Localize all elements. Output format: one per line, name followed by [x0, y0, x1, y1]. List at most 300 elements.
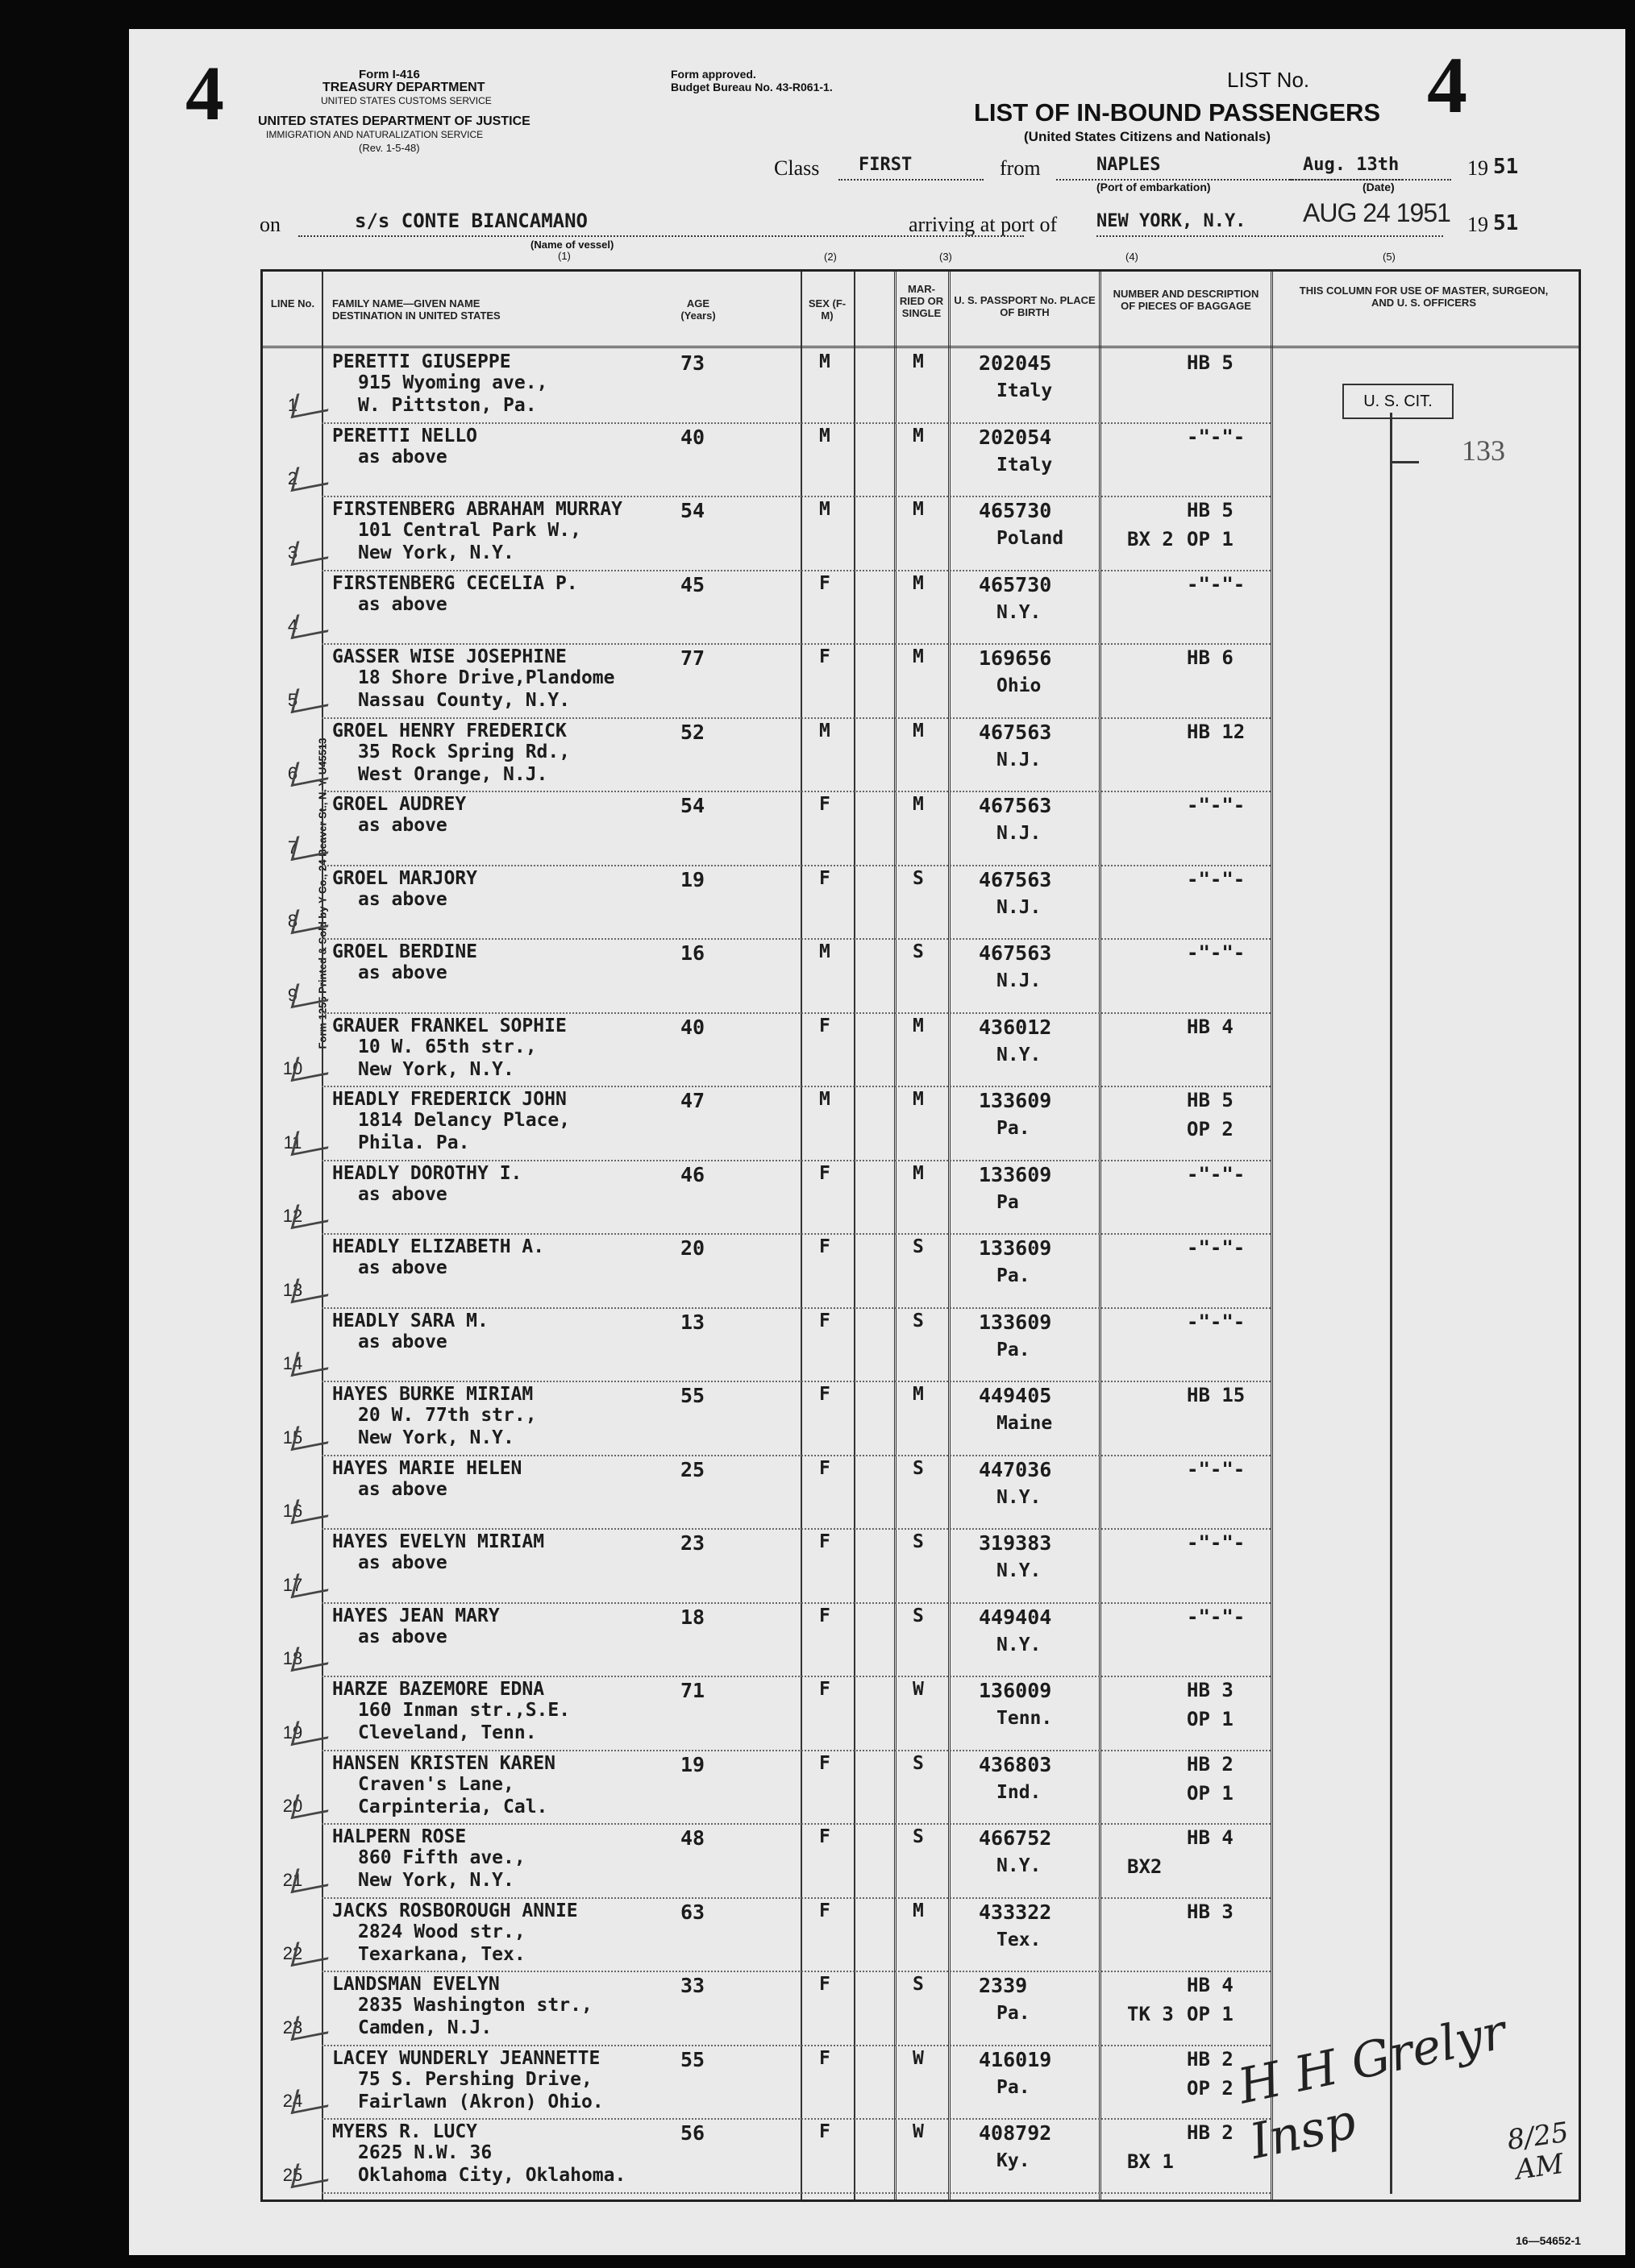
treasury-department: TREASURY DEPARTMENT [322, 81, 485, 94]
class-dotted-line [838, 179, 984, 181]
sex: M [819, 941, 830, 962]
passport-number: 467563 [979, 794, 1052, 817]
check-mark-icon [291, 1345, 335, 1377]
baggage-primary: HB 12 [1187, 720, 1246, 743]
marital-status: M [913, 794, 924, 815]
budget-bureau: Budget Bureau No. 43-R061-1. [671, 81, 833, 93]
passenger-name: HAYES BURKE MIRIAM [332, 1384, 534, 1405]
age: 16 [680, 941, 705, 965]
place-of-birth: Ky. [996, 2150, 1030, 2171]
marital-status: S [913, 1457, 924, 1479]
line-number: 19 [282, 1722, 303, 1743]
marital-status: S [913, 1974, 924, 1995]
address-line-1: as above [358, 1478, 447, 1500]
age: 48 [680, 1826, 705, 1850]
address-line-2: West Orange, N.J. [358, 763, 548, 785]
table-row [263, 1455, 1579, 1529]
class-label: Class [774, 156, 820, 180]
place-of-birth: Pa. [996, 1265, 1030, 1286]
check-mark-icon [291, 1198, 335, 1229]
check-mark-icon [291, 976, 335, 1007]
place-of-birth: N.Y. [996, 601, 1042, 623]
passport-number: 133609 [979, 1089, 1052, 1112]
baggage-primary: -"-"- [1187, 425, 1246, 448]
place-of-birth: Tex. [996, 1929, 1042, 1950]
passport-number: 416019 [979, 2047, 1052, 2071]
sex: F [819, 1679, 830, 1700]
age: 19 [680, 1752, 705, 1776]
passenger-name: PERETTI NELLO [332, 425, 478, 447]
sex: F [819, 1457, 830, 1479]
line-number: 9 [287, 984, 298, 1005]
table-row [263, 1676, 1579, 1750]
address-line-1: as above [358, 1257, 447, 1278]
check-mark-icon [291, 1861, 335, 1892]
baggage-primary: -"-"- [1187, 1605, 1246, 1628]
table-row [263, 1381, 1579, 1455]
vessel-caption: (Name of vessel) [530, 239, 614, 251]
passenger-name: PERETTI GIUSEPPE [332, 351, 511, 372]
passport-number: 319383 [979, 1531, 1052, 1555]
address-line-2: Nassau County, N.Y. [358, 690, 571, 711]
marital-status: S [913, 1826, 924, 1847]
baggage-primary: HB 5 [1187, 499, 1234, 521]
baggage-primary: HB 3 [1187, 1679, 1234, 1701]
sex: F [819, 1384, 830, 1405]
address-line-2: New York, N.Y. [358, 1427, 514, 1448]
passport-number: 133609 [979, 1236, 1052, 1260]
age: 46 [680, 1162, 705, 1186]
address-line-2: Fairlawn (Akron) Ohio. [358, 2091, 604, 2112]
baggage-primary: -"-"- [1187, 572, 1246, 596]
marital-status: W [913, 2121, 924, 2142]
line-number: 12 [282, 1206, 303, 1226]
address-line-1: 160 Inman str.,S.E. [358, 1700, 571, 1721]
baggage-secondary: OP 2 [1187, 2076, 1234, 2100]
passenger-name: HALPERN ROSE [332, 1826, 467, 1847]
address-line-2: Cleveland, Tenn. [358, 1722, 537, 1743]
line-number: 18 [282, 1648, 303, 1668]
line-number: 11 [283, 1132, 302, 1153]
line-number: 20 [282, 1796, 303, 1816]
place-of-birth: N.J. [996, 896, 1042, 918]
age: 18 [680, 1605, 705, 1629]
passport-number: 133609 [979, 1310, 1052, 1334]
place-of-birth: Maine [996, 1413, 1053, 1434]
address-line-1: 18 Shore Drive,Plandome [358, 667, 615, 688]
address-line-1: as above [358, 962, 447, 983]
table-row [263, 570, 1579, 644]
passenger-name: LANDSMAN EVELYN [332, 1974, 500, 1995]
address-line-2: Oklahoma City, Oklahoma. [358, 2165, 626, 2186]
marital-status: S [913, 1752, 924, 1774]
marital-status: M [913, 425, 924, 447]
passport-number: 447036 [979, 1457, 1052, 1481]
check-mark-icon [291, 1419, 335, 1450]
address-line-1: 2824 Wood str., [358, 1921, 526, 1942]
table-row [263, 1528, 1579, 1602]
passenger-name: MYERS R. LUCY [332, 2121, 478, 2142]
table-row [263, 1012, 1579, 1086]
immigration-service: IMMIGRATION AND NATURALIZATION SERVICE [266, 129, 484, 140]
marital-status: M [913, 1089, 924, 1110]
passport-number: 133609 [979, 1162, 1052, 1186]
sex: F [819, 1310, 830, 1331]
sex: F [819, 1015, 830, 1036]
marital-status: M [913, 1900, 924, 1921]
table-row [263, 1086, 1579, 1160]
passenger-name: GROEL AUDREY [332, 794, 467, 815]
check-mark-icon [291, 386, 335, 417]
baggage-left: TK 3 [1127, 2003, 1174, 2025]
marital-status: S [913, 1605, 924, 1626]
address-line-1: 2835 Washington str., [358, 1995, 593, 2016]
sex: F [819, 1236, 830, 1257]
marital-status: S [913, 941, 924, 962]
check-mark-icon [291, 534, 335, 565]
passport-number: 2339 [979, 1974, 1028, 1997]
check-mark-icon [291, 755, 335, 787]
address-line-2: Texarkana, Tex. [358, 1943, 526, 1965]
address-line-1: as above [358, 815, 447, 836]
line-number: 6 [287, 763, 298, 783]
marital-status: M [913, 351, 924, 372]
passport-number: 465730 [979, 499, 1052, 522]
line-number: 10 [282, 1058, 303, 1078]
sex: M [819, 425, 830, 447]
passenger-name: GROEL MARJORY [332, 867, 478, 889]
age: 55 [680, 1384, 705, 1407]
line-number: 23 [282, 2017, 303, 2037]
place-of-birth: Pa. [996, 2003, 1030, 2024]
address-line-1: as above [358, 446, 447, 467]
port-embark-caption: (Port of embarkation) [1096, 181, 1211, 193]
arrival-date-stamp: AUG 24 1951 [1303, 198, 1450, 227]
address-line-2: New York, N.Y. [358, 1870, 514, 1891]
passenger-name: HARZE BAZEMORE EDNA [332, 1679, 545, 1700]
table-row [263, 791, 1579, 865]
age: 40 [680, 425, 705, 449]
header-passport: U. S. PASSPORT No. PLACE OF BIRTH [954, 294, 1096, 318]
baggage-primary: HB 2 [1187, 2121, 1234, 2144]
passenger-name: GASSER WISE JOSEPHINE [332, 646, 567, 667]
form-approved: Form approved. [671, 68, 756, 81]
check-mark-icon [291, 1493, 335, 1524]
baggage-primary: HB 5 [1187, 1089, 1234, 1111]
place-of-birth: N.J. [996, 749, 1042, 771]
baggage-primary: HB 4 [1187, 1015, 1234, 1038]
class-value: FIRST [859, 155, 913, 175]
age: 33 [680, 1974, 705, 1997]
list-no-label: LIST No. [1227, 68, 1310, 92]
baggage-primary: -"-"- [1187, 1162, 1246, 1186]
list-number: 4 [1427, 40, 1467, 130]
place-of-birth: Pa. [996, 1339, 1030, 1360]
passport-number: 467563 [979, 720, 1052, 744]
passenger-name: HEADLY ELIZABETH A. [332, 1236, 545, 1257]
table-row [263, 422, 1579, 496]
line-number: 21 [282, 1869, 303, 1890]
check-mark-icon [291, 460, 335, 492]
marital-status: M [913, 1384, 924, 1405]
place-of-birth: Pa [996, 1191, 1019, 1213]
header-married: MAR- RIED OR SINGLE [899, 283, 944, 319]
line-number: 5 [287, 689, 298, 710]
arrival-port: NEW YORK, N.Y. [1096, 211, 1246, 231]
age: 23 [680, 1531, 705, 1555]
passenger-name: GRAUER FRANKEL SOPHIE [332, 1015, 567, 1036]
baggage-primary: HB 4 [1187, 1974, 1234, 1996]
us-citizen-stamp [1342, 384, 1454, 419]
place-of-birth: N.Y. [996, 1560, 1042, 1581]
age: 19 [680, 867, 705, 891]
check-mark-icon [291, 829, 335, 860]
passenger-name: FIRSTENBERG CECELIA P. [332, 572, 578, 594]
passport-number: 467563 [979, 941, 1052, 965]
sex: F [819, 1752, 830, 1774]
baggage-primary: HB 5 [1187, 351, 1234, 374]
header-sex: SEX (F-M) [808, 297, 847, 322]
table-row [263, 1160, 1579, 1234]
table-row [263, 643, 1579, 717]
marital-status: W [913, 1679, 924, 1700]
column-number-2: (2) [824, 251, 837, 263]
address-line-1: as above [358, 593, 447, 615]
sex: F [819, 1162, 830, 1184]
table-row [263, 1750, 1579, 1824]
address-line-1: 10 W. 65th str., [358, 1036, 537, 1057]
address-line-2: Phila. Pa. [358, 1132, 470, 1153]
passenger-name: FIRSTENBERG ABRAHAM MURRAY [332, 499, 623, 520]
marital-status: M [913, 720, 924, 741]
check-mark-icon [291, 1566, 335, 1597]
sex: F [819, 1531, 830, 1552]
age: 63 [680, 1900, 705, 1924]
address-line-1: 915 Wyoming ave., [358, 372, 548, 393]
line-number: 22 [282, 1943, 303, 1963]
sex: F [819, 1974, 830, 1995]
line-number: 8 [287, 911, 298, 931]
passport-number: 433322 [979, 1900, 1052, 1924]
age: 54 [680, 499, 705, 522]
header-name: FAMILY NAME—GIVEN NAME DESTINATION IN UNITED STATES [332, 297, 501, 322]
header-baggage: NUMBER AND DESCRIPTION OF PIECES OF BAGGAGE [1113, 288, 1259, 312]
sex: F [819, 794, 830, 815]
row-separator [322, 2192, 1271, 2194]
address-line-1: as above [358, 1331, 447, 1352]
year-prefix-2: 19 [1467, 213, 1488, 236]
line-number: 15 [282, 1427, 303, 1448]
vessel-name: s/s CONTE BIANCAMANO [355, 210, 588, 232]
baggage-secondary: OP 1 [1187, 528, 1234, 550]
baggage-secondary: OP 1 [1187, 2003, 1234, 2025]
on-label: on [260, 213, 281, 236]
sex: F [819, 2047, 830, 2069]
address-line-1: 2625 N.W. 36 [358, 2142, 493, 2163]
line-number: 7 [287, 837, 298, 858]
passenger-list-page [129, 29, 1625, 2255]
baggage-primary: -"-"- [1187, 1236, 1246, 1259]
column-number-3: (3) [939, 251, 952, 263]
address-line-1: as above [358, 1183, 447, 1205]
check-mark-icon [291, 2156, 335, 2187]
check-mark-icon [291, 1271, 335, 1302]
address-line-1: as above [358, 1626, 447, 1647]
address-line-1: 101 Central Park W., [358, 520, 581, 541]
passenger-name: HAYES MARIE HELEN [332, 1457, 522, 1479]
address-line-2: New York, N.Y. [358, 1058, 514, 1080]
address-line-2: Carpinteria, Cal. [358, 1796, 548, 1817]
table-row [263, 1897, 1579, 1971]
age: 73 [680, 351, 705, 375]
passport-number: 467563 [979, 867, 1052, 891]
line-number: 4 [287, 616, 298, 636]
line-number: 16 [282, 1501, 303, 1521]
age: 77 [680, 646, 705, 670]
passenger-name: HEADLY SARA M. [332, 1310, 489, 1331]
passenger-name: GROEL BERDINE [332, 941, 478, 962]
place-of-birth: N.J. [996, 970, 1042, 991]
check-mark-icon [291, 1124, 335, 1155]
signature-date: 8/25 AM [1504, 2116, 1571, 2187]
baggage-primary: -"-"- [1187, 1531, 1246, 1554]
passenger-name: HAYES EVELYN MIRIAM [332, 1531, 545, 1552]
baggage-primary: HB 2 [1187, 2047, 1234, 2071]
passport-number: 408792 [979, 2121, 1052, 2145]
place-of-birth: Ind. [996, 1781, 1042, 1803]
place-of-birth: Pa. [996, 2076, 1030, 2098]
sex: F [819, 646, 830, 667]
passenger-name: HEADLY FREDERICK JOHN [332, 1089, 567, 1110]
address-line-1: as above [358, 1552, 447, 1573]
footer-form-code: 16—54652-1 [1516, 2234, 1581, 2247]
from-label: from [1000, 156, 1041, 180]
age: 13 [680, 1310, 705, 1334]
sex: M [819, 1089, 830, 1110]
line-number: 3 [287, 542, 298, 563]
table-row [263, 717, 1579, 791]
vessel-column-number: (1) [558, 250, 571, 262]
check-mark-icon [291, 2083, 335, 2114]
sex: M [819, 720, 830, 741]
baggage-primary: HB 6 [1187, 646, 1234, 669]
baggage-primary: -"-"- [1187, 1310, 1246, 1333]
baggage-primary: -"-"- [1187, 867, 1246, 891]
baggage-primary: HB 15 [1187, 1384, 1246, 1406]
passport-number: 136009 [979, 1679, 1052, 1702]
place-of-birth: N.J. [996, 823, 1042, 844]
line-number: 24 [282, 2091, 303, 2111]
sex: F [819, 1900, 830, 1921]
us-citizen-stamp-text: U. S. CIT. [1363, 393, 1433, 410]
address-line-1: as above [358, 888, 447, 910]
check-mark-icon [291, 2008, 335, 2040]
marital-status: M [913, 1162, 924, 1184]
sex: M [819, 499, 830, 520]
age: 20 [680, 1236, 705, 1260]
line-number: 13 [282, 1279, 303, 1300]
year-suffix-1: 51 [1493, 155, 1519, 179]
department-of-justice: UNITED STATES DEPARTMENT OF JUSTICE [258, 114, 530, 128]
place-of-birth: Italy [996, 454, 1053, 476]
citizen-bracket-line [1390, 413, 1392, 2194]
place-of-birth: N.Y. [996, 1855, 1042, 1876]
passport-number: 202045 [979, 351, 1052, 375]
place-of-birth: Ohio [996, 675, 1042, 696]
line-number: 14 [282, 1353, 303, 1373]
age: 56 [680, 2121, 705, 2145]
table-row [263, 865, 1579, 939]
date-caption: (Date) [1362, 181, 1395, 193]
age: 47 [680, 1089, 705, 1112]
age: 54 [680, 794, 705, 817]
address-line-1: 860 Fifth ave., [358, 1847, 526, 1868]
passport-number: 465730 [979, 572, 1052, 596]
age: 40 [680, 1015, 705, 1039]
header-officers: THIS COLUMN FOR USE OF MASTER, SURGEON, AND U. S. OFFICERS [1299, 285, 1549, 309]
baggage-primary: HB 2 [1187, 1752, 1234, 1776]
place-of-birth: Tenn. [996, 1708, 1053, 1729]
baggage-primary: -"-"- [1187, 794, 1246, 816]
passenger-name: LACEY WUNDERLY JEANNETTE [332, 2047, 601, 2069]
sex: F [819, 2121, 830, 2142]
column-number-5: (5) [1383, 251, 1396, 263]
check-mark-icon [291, 1935, 335, 1967]
line-number: 1 [287, 394, 298, 415]
marital-status: S [913, 1310, 924, 1331]
place-of-birth: Pa. [996, 1118, 1030, 1139]
marital-status: S [913, 1531, 924, 1552]
inspector-signature: H H Grelyr Insp [1234, 2003, 1511, 2170]
document-subtitle: (United States Citizens and Nationals) [1024, 129, 1271, 144]
check-mark-icon [291, 608, 335, 639]
check-mark-icon [291, 681, 335, 712]
age: 25 [680, 1457, 705, 1481]
baggage-primary: HB 4 [1187, 1826, 1234, 1849]
header-line-no: LINE No. [270, 297, 315, 309]
marital-status: S [913, 1236, 924, 1257]
check-mark-icon [291, 1788, 335, 1819]
check-mark-icon [291, 1640, 335, 1672]
place-of-birth: Italy [996, 380, 1053, 401]
revision-date: (Rev. 1-5-48) [359, 142, 420, 154]
age: 45 [680, 572, 705, 596]
marital-status: M [913, 1015, 924, 1036]
line-number: 17 [282, 1574, 303, 1595]
passport-number: 436803 [979, 1752, 1052, 1776]
address-line-1: 35 Rock Spring Rd., [358, 741, 571, 762]
check-mark-icon [291, 1713, 335, 1745]
year-suffix-2: 51 [1493, 211, 1519, 235]
passport-number: 169656 [979, 646, 1052, 670]
arrival-dotted-line [1096, 235, 1443, 237]
age: 55 [680, 2047, 705, 2071]
baggage-left: BX 2 [1127, 528, 1174, 550]
bracket-top-tick [1390, 461, 1419, 463]
printer-side-text: Form 1255 Printed & Sold by Y Co., 24 Beaver St., N. Y. U45513 [316, 737, 329, 1049]
address-line-2: Camden, N.J. [358, 2017, 493, 2038]
sex: F [819, 1826, 830, 1847]
line-number: 2 [287, 468, 298, 488]
embark-date: Aug. 13th [1303, 155, 1400, 175]
table-row [263, 938, 1579, 1012]
passenger-name: HEADLY DOROTHY I. [332, 1162, 522, 1184]
passport-number: 449404 [979, 1605, 1052, 1629]
address-line-2: New York, N.Y. [358, 542, 514, 563]
customs-service: UNITED STATES CUSTOMS SERVICE [321, 95, 492, 106]
passport-number: 202054 [979, 425, 1052, 449]
table-row [263, 1602, 1579, 1676]
